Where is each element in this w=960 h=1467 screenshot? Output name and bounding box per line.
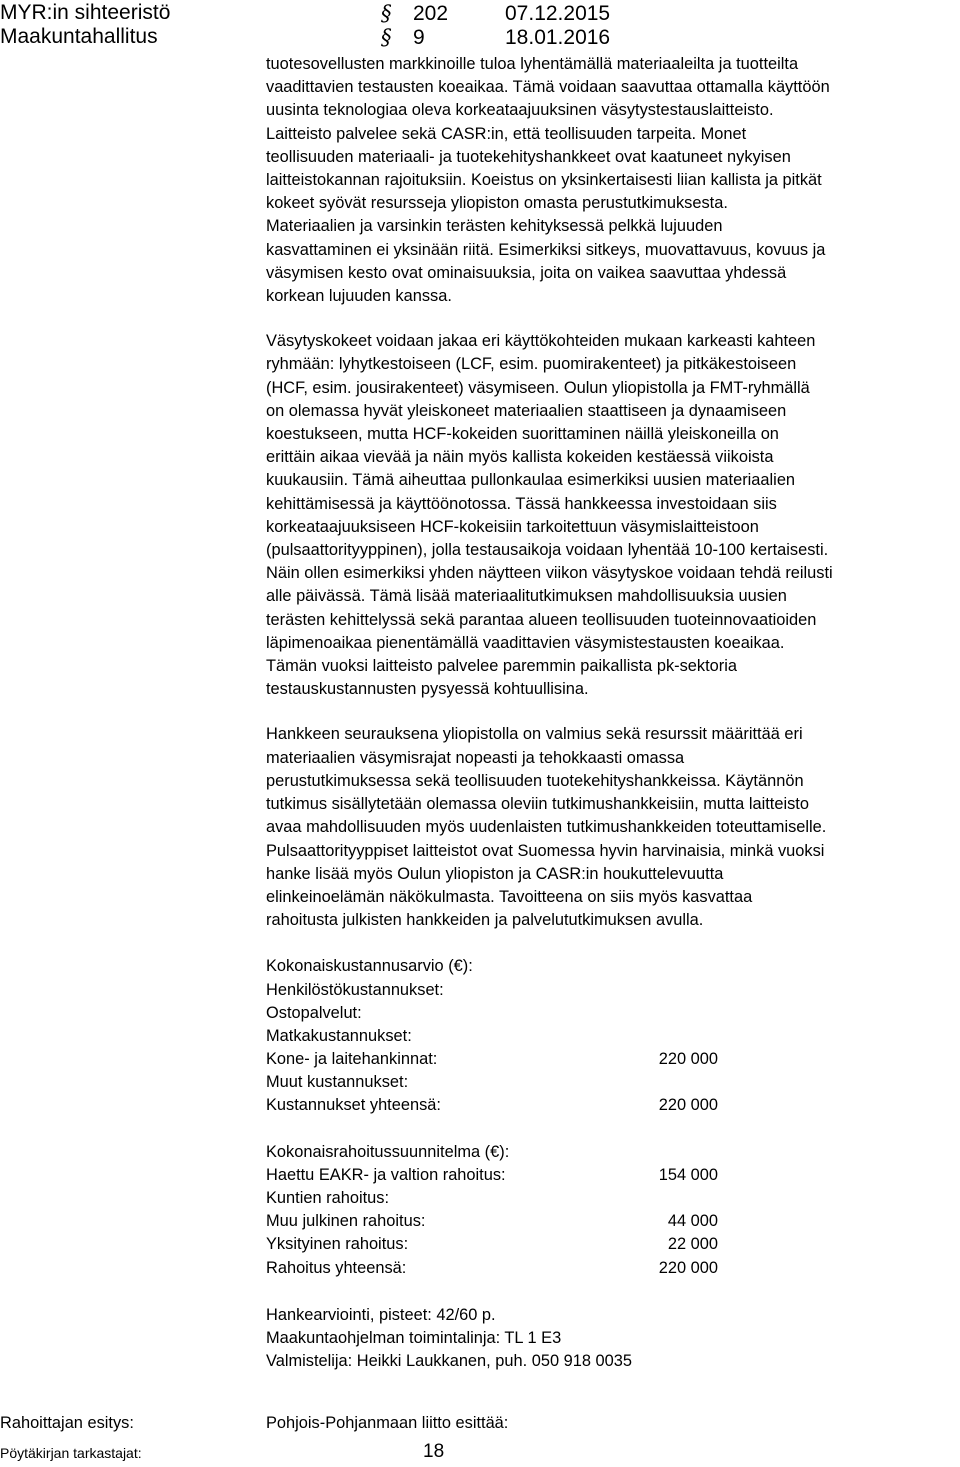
evaluation-preparer: Valmistelija: Heikki Laukkanen, puh. 050 918 0035 [266,1352,632,1371]
evaluation-score: Hankearviointi, pisteet: 42/60 p. [266,1305,496,1324]
table-row: Kustannukset yhteensä: 220 000 [266,1096,718,1115]
section-sign-icon: § [381,1,392,25]
table-row: Kone- ja laitehankinnat: 220 000 [266,1050,718,1069]
header-section-number-2: 9 [413,26,425,49]
header-date-1: 07.12.2015 [505,2,611,25]
table-row: Rahoitus yhteensä: 220 000 [266,1258,718,1277]
evaluation-block [266,1304,956,1374]
body-paragraph-2: Väsytyskokeet voidaan jakaa eri käyttökohteiden mukaan karkeasti kahteen ryhmään: lyhytkestoiseen (LCF, esim. puomirakenteet) ja pitkäkestoiseen (HCF, esim. jousirakenteet) väsymiseen. Oulun yliopistolla ja FMT-ryhmällä on olemassa hyvät yleiskoneet materiaalien staattiseen ja dynaamiseen koestukseen, mutta HCF-kokeiden suorittaminen näillä yleiskoneilla on erittäin aikaa vievää ja näin myös kallista kokeiden kestäessä viikoista kuukausiin. Tämä aiheuttaa pullonkaulaa esimerkiksi uusien materiaalien kehittämisessä ja käyttöönotossa. Tässä hankkeessa investoidaan siis korkeataajuuksiseen HCF-kokeisiin tarkoitettuun väsymislaitteistoon (pulsaattorityyppinen), jolla testausaikoja voidaan lyhentää 10-100 kertaisesti. Näin ollen esimerkiksi yhden näytteen viikon väsytyskoe voidaan tehdä reilusti alle päivässä. Tämä lisää materiaalitutkimuksen mahdollisuuksia uusien terästen kehittelyssä sekä parantaa alueen teollisuuden tuoteinnovaatioiden läpimenoaikaa pienentämällä vaadittavien väsymistestausten koeaikaa. Tämän vuoksi laitteisto palvelee paremmin paikallista pk-sektoria testauskustannusten pysyessä kohtuullisina. [266,332,833,699]
table-row: Henkilöstökustannukset: [266,980,444,999]
header-date-2: 18.01.2016 [505,26,611,49]
table-row: Yksityinen rahoitus: 22 000 [266,1235,718,1254]
header-organization-2: Maakuntahallitus [0,25,158,48]
table-row: Kokonaiskustannusarvio (€): [266,957,473,976]
header-section-line-2 [381,25,610,50]
table-row: Muut kustannukset: [266,1073,409,1092]
header-section-number-1: 202 [413,2,449,25]
table-row: Kuntien rahoitus: [266,1189,390,1207]
financing-plan-table [266,1141,726,1280]
header-section-line-1 [381,1,610,26]
section-sign-icon: § [381,25,392,49]
footer-reviewers-label: Pöytäkirjan tarkastajat: [0,1445,142,1461]
page-number: 18 [423,1441,445,1462]
table-row: Kokonaisrahoitussuunnitelma (€): [266,1142,510,1161]
document-body [266,53,956,1373]
table-row: Muu julkinen rahoitus: 44 000 [266,1212,718,1231]
body-paragraph-1: tuotesovellusten markkinoille tuloa lyhentämällä materiaaleilta ja tuotteilta vaadittavien testausten koeaikaa. Tämä voidaan saavuttaa ottamalla käyttöön uusinta teknologiaa oleva korkeataajuuksinen väsytystestauslaitteisto. Laitteisto palvelee sekä CASR:in, että teollisuuden tarpeita. Monet teollisuuden materiaali- ja tuotekehityshankkeet ovat kaatuneet nykyisen laitteistokannan rajoituksiin. Koeistus on yksinkertaisesti liian kallista ja pitkät kokeet syövät resursseja yliopiston omasta perustutkimuksesta. Materiaalien ja varsinkin terästen kehityksessä pelkkä lujuuden kasvattaminen ei yksinään riitä. Esimerkiksi sitkeys, muovattavuus, kovuus ja väsymisen kesto ovat ominaisuuksia, joita on vaikea saavuttaa yhdessä korkean lujuuden kanssa. [266,55,830,306]
table-row: Matkakustannukset: [266,1026,412,1045]
evaluation-program-line: Maakuntaohjelman toimintalinja: TL 1 E3 [266,1328,562,1347]
proposal-value: Pohjois-Pohjanmaan liitto esittää: [266,1414,509,1432]
header-organization-1: MYR:in sihteeristö [0,1,171,24]
body-paragraph-3: Hankkeen seurauksena yliopistolla on valmius sekä resurssit määrittää eri materiaalien väsymisrajat nopeasti ja tehokkaasti omassa perustutkimuksessa sekä teollisuuden tuotekehityshankkeissa. Käytännön tutkimus sisällytetään olemassa oleviin tutkimushankkeisiin, mutta laitteisto avaa mahdollisuuden myös uudenlaisten tutkimushankkeiden toteuttamiselle. Pulsaattorityyppiset laitteistot ovat Suomessa hyvin harvinaisia, minkä vuoksi hanke lisää myös Oulun yliopiston ja CASR:in houkuttelevuutta elinkeinoelämän näkökulmasta. Tavoitteena on siis myös kasvattaa rahoitusta julkisten hankkeiden ja palvelututkimuksen avulla. [266,725,827,930]
table-row: Haettu EAKR- ja valtion rahoitus: 154 000 [266,1165,718,1184]
cost-estimate-table [266,955,726,1117]
proposal-label: Rahoittajan esitys: [0,1414,134,1432]
table-row: Ostopalvelut: [266,1003,362,1022]
